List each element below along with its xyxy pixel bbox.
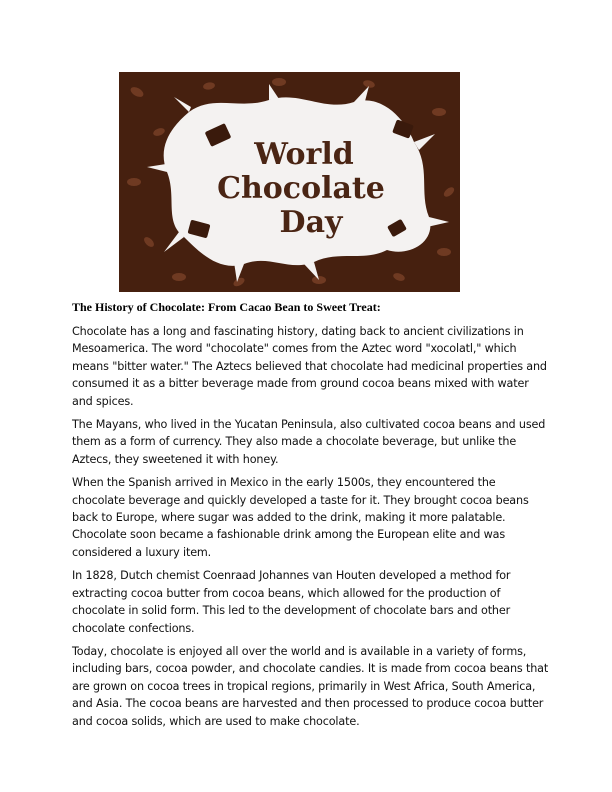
paragraph-today: Today, chocolate is enjoyed all over the world and is available in a variety of forms, including bars, cocoa powder, and chocolate candies. It is made from cocoa beans that are grown on cocoa trees in tropical regions, primarily in West Africa, South America, and Asia. The cocoa beans are harvested and then processed to produce cocoa butter and cocoa solids, which are used to make chocolate. [72, 644, 549, 728]
chocolate-splash-illustration [119, 72, 460, 292]
paragraph-mayans: The Mayans, who lived in the Yucatan Peninsula, also cultivated cocoa beans and used them as a form of currency. They also made a chocolate beverage, but unlike the Aztecs, they sweetened it with honey. [72, 418, 546, 466]
paragraph-origins: Chocolate has a long and fascinating history, dating back to ancient civilizations in Mesoamerica. The word "chocolate" comes from the Aztec word "xocolatl," which means "bitter water." The Aztecs believed that chocolate had medicinal properties and consumed it as a bitter beverage made from ground cocoa beans mixed with water and spices. [72, 325, 547, 408]
paragraph-van-houten: In 1828, Dutch chemist Coenraad Johannes van Houten developed a method for extracting cocoa butter from cocoa beans, which allowed for the production of chocolate in solid form. This led to the development of chocolate bars and other chocolate confections. [72, 569, 511, 635]
document-body [72, 323, 550, 736]
banner-title-line2: Chocolate [217, 171, 385, 206]
banner-title-line1: World [254, 137, 354, 172]
paragraph-spanish: When the Spanish arrived in Mexico in the early 1500s, they encountered the chocolate beverage and quickly developed a taste for it. They brought cocoa beans back to Europe, where sugar was added to the drink, making it more palatable. Chocolate soon became a fashionable drink among the European elite and was considered a luxury item. [72, 476, 529, 559]
world-chocolate-day-banner [119, 72, 460, 292]
document-heading: The History of Chocolate: From Cacao Bean to Sweet Treat: [72, 300, 381, 314]
banner-title-line3: Day [279, 205, 343, 240]
